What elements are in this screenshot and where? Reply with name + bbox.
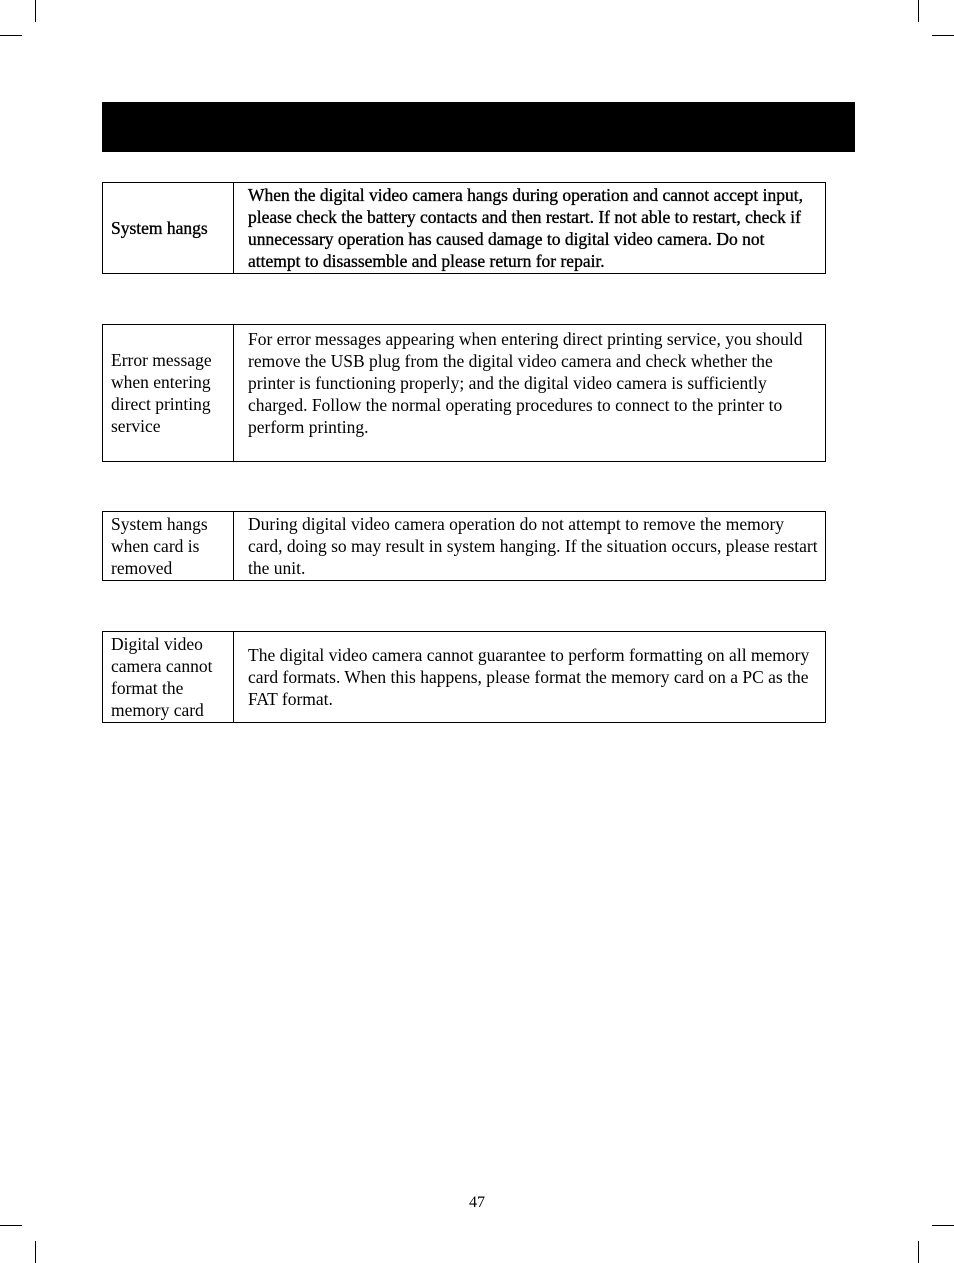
crop-mark-bottom-right-vertical bbox=[918, 1241, 919, 1263]
troubleshooting-table-direct-printing bbox=[102, 324, 826, 462]
crop-mark-top-left-vertical bbox=[35, 0, 36, 22]
problem-label: Error message when entering direct printing service bbox=[111, 350, 212, 436]
problem-cell bbox=[103, 512, 234, 581]
crop-mark-top-right-horizontal bbox=[932, 35, 954, 36]
solution-text: During digital video camera operation do not attempt to remove the memory card, doing so may result in system hanging. If the situation occurs, please restart the unit. bbox=[248, 514, 818, 578]
solution-text: When the digital video camera hangs during operation and cannot accept input, please check the battery contacts and then restart. If not able to restart, check if unnecessary operation has caused damage to digital video camera. Do not attempt to disassemble and please return for repair. bbox=[248, 185, 803, 271]
problem-cell bbox=[103, 325, 234, 462]
solution-cell bbox=[234, 632, 826, 723]
table-row bbox=[103, 325, 826, 462]
solution-text: The digital video camera cannot guarantee to perform formatting on all memory card formats. When this happens, please format the memory card on a PC as the FAT format. bbox=[248, 645, 810, 709]
table-row bbox=[103, 183, 826, 274]
solution-cell bbox=[234, 325, 826, 462]
problem-cell bbox=[103, 632, 234, 723]
troubleshooting-table-system-hangs bbox=[102, 182, 826, 274]
problem-label: Digital video camera cannot format the memory card bbox=[111, 634, 213, 720]
troubleshooting-table-card-removed bbox=[102, 511, 826, 581]
crop-mark-top-left-horizontal bbox=[0, 35, 22, 36]
problem-label: System hangs bbox=[111, 218, 208, 238]
section-header-bar bbox=[102, 102, 855, 152]
crop-mark-bottom-left-horizontal bbox=[0, 1225, 22, 1226]
table-row bbox=[103, 632, 826, 723]
troubleshooting-table-format-card bbox=[102, 631, 826, 723]
problem-label: System hangs when card is removed bbox=[111, 514, 208, 578]
solution-cell bbox=[234, 512, 826, 581]
crop-mark-bottom-right-horizontal bbox=[932, 1225, 954, 1226]
solution-cell bbox=[234, 183, 826, 274]
crop-mark-bottom-left-vertical bbox=[35, 1241, 36, 1263]
table-row bbox=[103, 512, 826, 581]
solution-text: For error messages appearing when entering direct printing service, you should remove the USB plug from the digital video camera and check whether the printer is functioning properly; and the digital video camera is sufficiently charged. Follow the normal operating procedures to connect to the printer to perform printing. bbox=[248, 329, 803, 437]
crop-mark-top-right-vertical bbox=[918, 0, 919, 22]
problem-cell bbox=[103, 183, 234, 274]
page-number: 47 bbox=[469, 1194, 485, 1211]
